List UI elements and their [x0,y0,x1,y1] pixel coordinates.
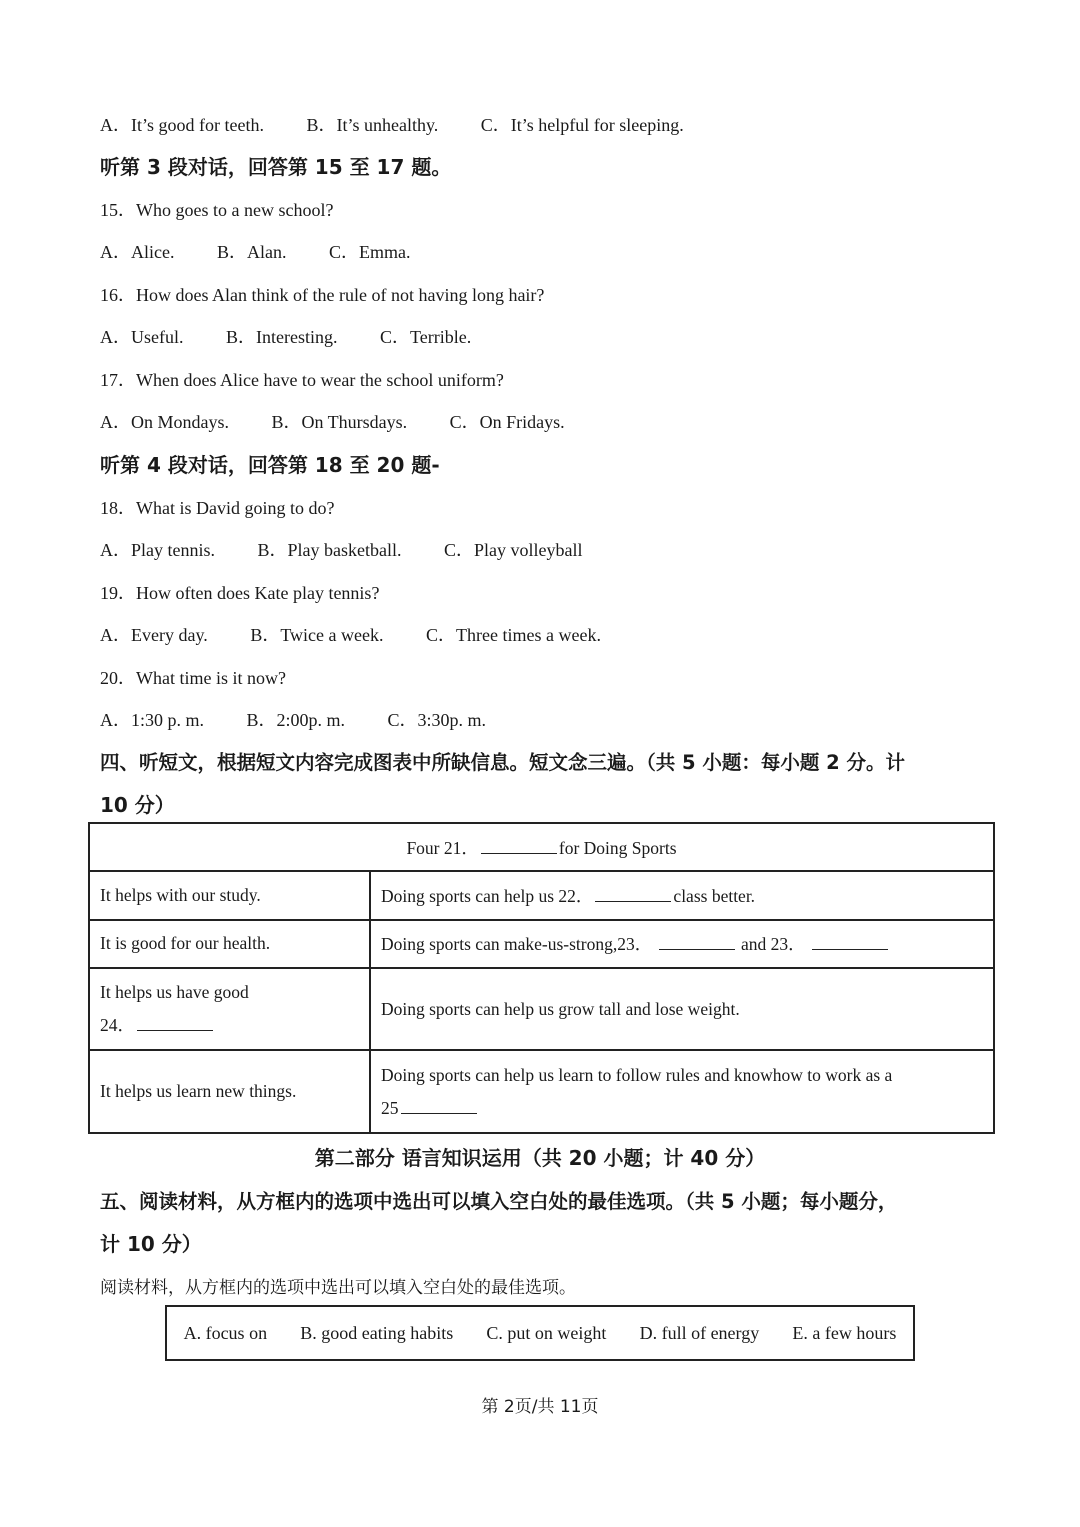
table-title-row [89,823,994,871]
q19-stem: 19．How often does Kate play tennis? [100,583,380,603]
section-dialog3-heading: 听第 3 段对话，回答第 15 至 17 题。 [100,155,452,179]
option-a: A．Every day. [100,625,208,645]
table-row [89,871,994,919]
blank-21-label: Four 21． [406,837,479,858]
option-b: B．On Thursdays. [271,412,408,432]
word-option: A. focus on [183,1322,268,1343]
row-right-text: and 23． [740,934,806,955]
row-right-text: class better. [673,885,756,906]
blank-24[interactable] [137,1029,213,1031]
row-left-text: It helps us have good [100,982,249,1003]
blank-23a[interactable] [659,948,735,950]
option-b: B．2:00p. m. [246,710,346,730]
word-option: C. put on weight [486,1322,607,1343]
option-c: C．On Fridays. [449,412,565,432]
page-footer: 第 2页/共 11页 [481,1397,599,1417]
option-c: C．Play volleyball [443,540,583,560]
row-left [89,968,370,1051]
option-b: B．Interesting. [226,327,338,347]
q14-options [100,111,684,137]
word-option: E. a few hours [792,1322,897,1343]
option-a: A．Useful. [100,327,184,347]
row-right [370,1050,994,1133]
option-b: B．Alan. [216,242,287,262]
word-option: B. good eating habits [300,1322,454,1343]
blank-24-label: 24． [100,1015,135,1036]
option-a: A．On Mondays. [100,412,229,432]
row-left: It helps with our study. [89,871,370,919]
table-row [89,1050,994,1133]
part5-instruction: 阅读材料，从方框内的选项中选出可以填入空白处的最佳选项。 [100,1278,576,1298]
row-right-text: Doing sports can help us learn to follow rules and knowhow to work as a [381,1064,893,1085]
table-row [89,920,994,968]
row-right: Doing sports can help us grow tall and lose weight. [370,968,994,1051]
row-left: It is good for our health. [89,920,370,968]
row-right [370,920,994,968]
q18-options [100,536,582,562]
part5-heading-line1: 五、阅读材料，从方框内的选项中选出可以填入空白处的最佳选项。（共 5 小题；每小题分， [100,1190,898,1213]
part2-title: 第二部分 语言知识运用（共 20 小题；计 40 分） [314,1146,766,1170]
q17-options [100,408,565,434]
q16-stem: 16．How does Alan think of the rule of not having long hair? [100,285,545,305]
section-dialog4-heading: 听第 4 段对话，回答第 18 至 20 题- [100,453,440,477]
option-c: C．Three times a week. [426,625,601,645]
option-a: A．Alice. [100,242,175,262]
option-c: C．Terrible. [379,327,472,347]
row-right [370,871,994,919]
table-title [89,823,994,871]
word-option: D. full of energy [639,1322,760,1343]
option-c: C．Emma. [328,242,411,262]
blank-25-label: 25 [381,1097,399,1118]
q20-options [100,706,486,732]
q15-stem: 15．Who goes to a new school? [100,200,334,220]
sports-table [88,822,995,1134]
part5-heading-line2: 计 10 分） [100,1232,202,1256]
blank-23b[interactable] [812,948,888,950]
word-box [165,1305,915,1361]
option-b: B．Twice a week. [250,625,384,645]
part4-heading-line1: 四、听短文，根据短文内容完成图表中所缺信息。短文念三遍。（共 5 小题：每小题 2 分。计 [100,751,906,774]
blank-22[interactable] [595,900,671,902]
blank-25[interactable] [401,1112,477,1114]
row-right-text: Doing sports can make-us-strong,23． [381,934,653,955]
q16-options [100,323,471,349]
part4-heading-line2: 10 分） [100,793,175,817]
option-a: A．It’s good for teeth. [100,115,264,135]
q18-stem: 18．What is David going to do? [100,498,335,518]
option-b: B．It’s unhealthy. [306,115,439,135]
table-row [89,968,994,1051]
q20-stem: 20．What time is it now? [100,668,286,688]
q19-options [100,621,601,647]
table-title-text: for Doing Sports [558,837,677,858]
row-left: It helps us learn new things. [89,1050,370,1133]
row-right-text: Doing sports can help us 22． [381,885,594,906]
blank-21[interactable] [481,852,557,854]
q17-stem: 17．When does Alice have to wear the school uniform? [100,370,504,390]
option-b: B．Play basketball. [257,540,402,560]
option-a: A．Play tennis. [100,540,215,560]
option-c: C．3:30p. m. [387,710,487,730]
option-a: A．1:30 p. m. [100,710,205,730]
q15-options [100,238,410,264]
option-c: C．It’s helpful for sleeping. [480,115,684,135]
